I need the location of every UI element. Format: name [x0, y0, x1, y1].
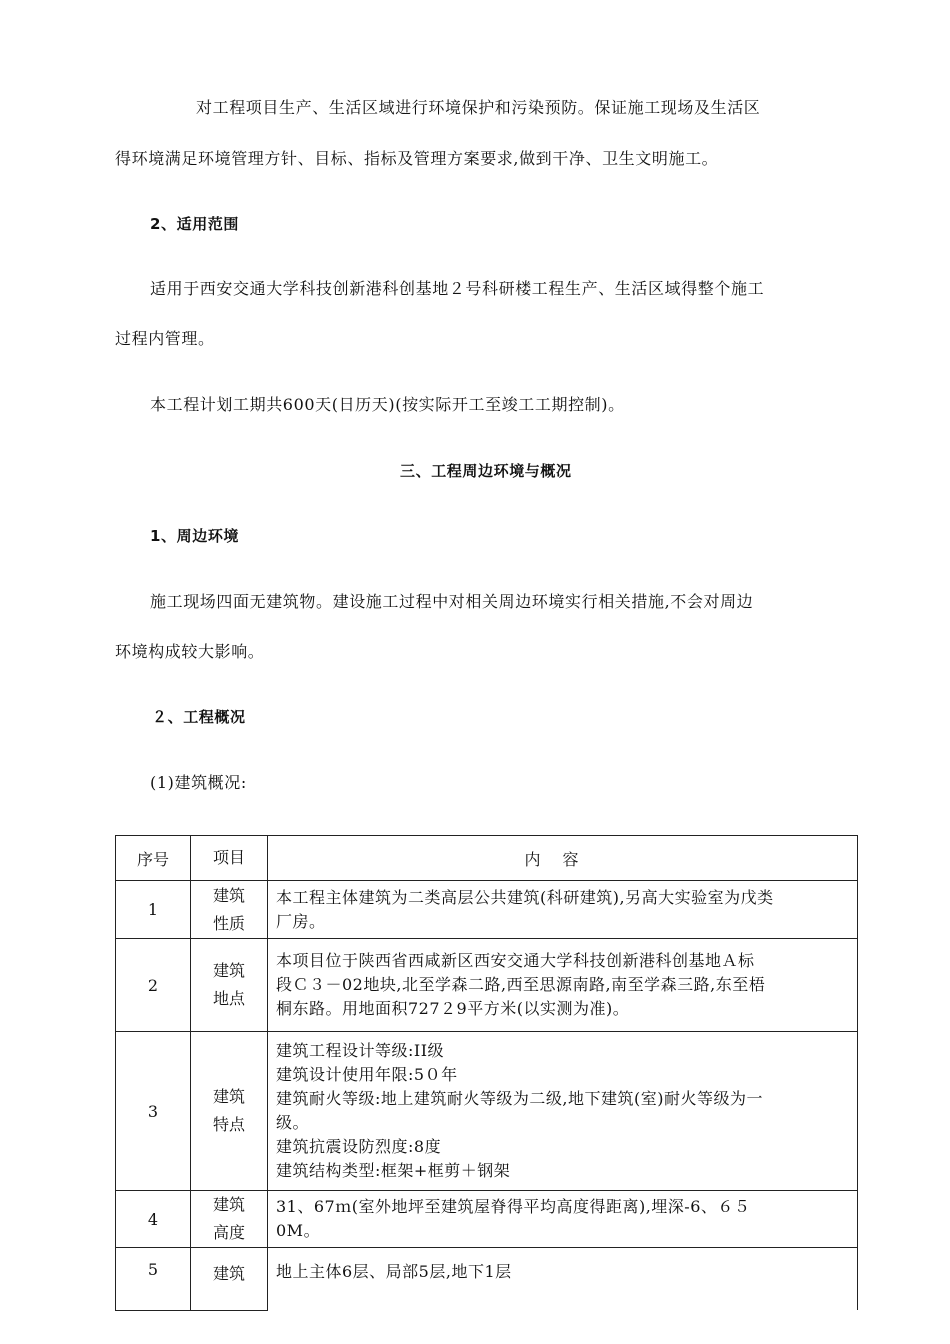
header-content — [268, 836, 858, 881]
row-item-line: 性质 — [212, 913, 245, 933]
content-line: 建筑工程设计等级:II级 — [276, 1041, 445, 1060]
intro-paragraph-line-2: 得环境满足环境管理方针、目标、指标及管理方案要求,做到干净、卫生文明施工。 — [115, 149, 719, 168]
schedule-paragraph: 本工程计划工期共600天(日历天)(按实际开工至竣工工期控制)。 — [150, 395, 625, 414]
row-content — [268, 939, 858, 1032]
row-content — [268, 1032, 858, 1191]
table-row — [116, 1032, 858, 1191]
row-item-line: 建筑 — [212, 885, 245, 905]
row-content — [268, 1191, 858, 1248]
row-content — [268, 1248, 858, 1311]
row-number: 4 — [116, 1191, 191, 1248]
content-line: 建筑耐火等级:地上建筑耐火等级为二级,地下建筑(室)耐火等级为一 — [276, 1089, 763, 1108]
row-item-line: 建筑 — [212, 961, 245, 980]
row-item — [191, 1191, 268, 1248]
content-line: 桐东路。用地面积727２9平方米(以实测为准)。 — [276, 999, 630, 1018]
table-row — [116, 1191, 858, 1248]
content-line: 地上主体6层、局部5层,地下1层 — [276, 1262, 512, 1281]
row-item — [191, 939, 268, 1032]
row-item-line: 特点 — [212, 1115, 245, 1134]
intro-paragraph-line-1: 对工程项目生产、生活区域进行环境保护和污染预防。保证施工现场及生活区 — [196, 98, 761, 117]
row-content — [268, 881, 858, 939]
environment-paragraph-line-2: 环境构成较大影响。 — [115, 642, 265, 661]
content-line: 厂房。 — [276, 911, 326, 931]
content-line: 本工程主体建筑为二类高层公共建筑(科研建筑),另高大实验室为戊类 — [276, 887, 774, 907]
content-line: 建筑抗震设防烈度:8度 — [276, 1137, 442, 1156]
environment-paragraph-line-1: 施工现场四面无建筑物。建设施工过程中对相关周边环境实行相关措施,不会对周边 — [150, 592, 754, 611]
row-item — [191, 881, 268, 939]
building-overview-label: (1)建筑概况: — [150, 773, 247, 792]
scope-heading: 2、适用范围 — [150, 215, 240, 233]
table-row — [116, 1248, 858, 1311]
table-row — [116, 881, 858, 939]
table-row — [116, 939, 858, 1032]
content-line: 级。 — [276, 1113, 310, 1132]
header-no: 序号 — [116, 836, 191, 881]
scope-paragraph-line-1: 适用于西安交通大学科技创新港科创基地２号科研楼工程生产、生活区域得整个施工 — [150, 279, 765, 298]
row-item — [191, 1248, 268, 1311]
content-line: 建筑设计使用年限:5０年 — [276, 1065, 458, 1084]
overview-heading: ２、工程概况 — [152, 708, 246, 726]
content-line: 31、67ｍ(室外地坪至建筑屋脊得平均高度得距离),埋深-6、６５ — [276, 1197, 751, 1216]
header-item: 项目 — [191, 836, 268, 881]
content-line: 0M。 — [276, 1221, 321, 1240]
environment-heading: 1、周边环境 — [150, 527, 240, 545]
row-number: 2 — [116, 939, 191, 1032]
header-content-label: 内容 — [524, 849, 601, 869]
row-item-line: 建筑 — [212, 1195, 245, 1214]
row-item-line: 建筑 — [212, 1087, 245, 1106]
content-line: 本项目位于陕西省西咸新区西安交通大学科技创新港科创基地Ａ标 — [276, 951, 755, 970]
row-number: 3 — [116, 1032, 191, 1191]
row-number: 1 — [116, 881, 191, 939]
row-item-line: 建筑 — [212, 1264, 245, 1283]
row-item-line: 地点 — [212, 989, 245, 1008]
row-item-line: 高度 — [212, 1223, 245, 1242]
row-number: 5 — [116, 1248, 191, 1311]
building-overview-table — [115, 835, 858, 1311]
scope-paragraph-line-2: 过程内管理。 — [115, 329, 215, 348]
row-item — [191, 1032, 268, 1191]
section-3-heading: 三、工程周边环境与概况 — [400, 462, 572, 480]
table-header-row — [116, 836, 858, 881]
content-line: 建筑结构类型:框架+框剪＋钢架 — [276, 1161, 511, 1180]
content-line: 段Ｃ３－02地块,北至学森二路,西至思源南路,南至学森三路,东至梧 — [276, 975, 766, 994]
